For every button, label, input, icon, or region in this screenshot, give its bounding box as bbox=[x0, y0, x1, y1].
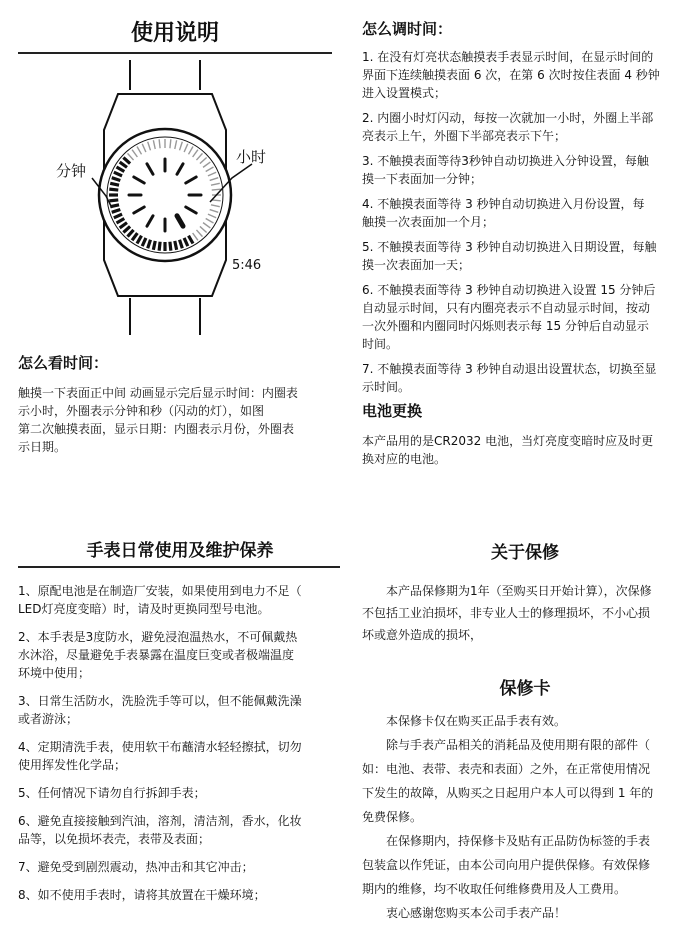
battery-line: 本产品用的是CR2032 电池，当灯亮度变暗时应及时更 bbox=[362, 434, 654, 448]
minute-led bbox=[110, 183, 119, 185]
care-item bbox=[18, 812, 340, 848]
set-time-step bbox=[362, 48, 688, 102]
read-time-line: 第二次触摸表面，显示日期：内圈表示月份，外圈表 bbox=[18, 422, 295, 436]
watch-face bbox=[107, 137, 223, 253]
care-item bbox=[18, 738, 340, 774]
care-item bbox=[18, 628, 340, 682]
card-line: 如：电池、表带、表壳和表面）之外，在正常使用情况 bbox=[362, 762, 651, 776]
set-time-step bbox=[362, 238, 688, 274]
read-time-title: 怎么看时间： bbox=[18, 354, 109, 372]
care-line: 水沐浴，尽量避免手表暴露在温度巨变或者极端温度 bbox=[18, 648, 295, 662]
minute-led bbox=[109, 189, 118, 190]
watch-band-bottom bbox=[130, 298, 200, 335]
step-line: 摸一次表面加一天； bbox=[362, 258, 471, 272]
care-line: 品等，以免损坏表壳，表带及表面； bbox=[18, 832, 211, 846]
minute-led bbox=[109, 200, 118, 201]
card-line: 本保修卡仅在购买正品手表有效。 bbox=[386, 714, 567, 728]
time-readout: 5:46 bbox=[232, 258, 262, 273]
care-line: LED灯亮度变暗）时，请及时更换同型号电池。 bbox=[18, 602, 270, 616]
step-line: 示时间。 bbox=[362, 380, 411, 394]
care-item bbox=[18, 858, 340, 876]
set-time-steps bbox=[362, 48, 688, 403]
care-line: 6、避免直接接触到汽油，溶剂，清洁剂，香水，化妆 bbox=[18, 814, 302, 828]
read-time-body bbox=[18, 384, 336, 456]
read-time-line: 示小时，外圈表示分钟和秒（闪动的灯），如图 bbox=[18, 404, 265, 418]
warranty-line: 坏或意外造成的损坏， bbox=[362, 628, 483, 642]
care-line: 5、任何情况下请勿自行拆卸手表； bbox=[18, 786, 206, 800]
care-line: 使用挥发性化学品； bbox=[18, 758, 127, 772]
watch-illustration bbox=[0, 60, 350, 340]
step-line: 6. 不触摸表面等待 3 秒钟自动切换进入设置 15 分钟后 bbox=[362, 283, 656, 297]
step-line: 触摸一次表面加一个月； bbox=[362, 215, 495, 229]
battery-title: 电池更换 bbox=[362, 402, 423, 420]
usage-title-rule bbox=[18, 52, 332, 54]
care-line: 7、避免受到剧烈震动，热冲击和其它冲击； bbox=[18, 860, 254, 874]
set-time-step bbox=[362, 152, 688, 188]
warranty-line: 不包括工业泊损坏，非专业人士的修理损坏，不小心损 bbox=[362, 606, 651, 620]
care-title-rule bbox=[18, 566, 340, 568]
hour-label: 小时 bbox=[236, 148, 267, 166]
minute-led bbox=[170, 242, 171, 251]
minute-label: 分钟 bbox=[56, 162, 87, 180]
step-line: 4. 不触摸表面等待 3 秒钟自动切换进入月份设置，每 bbox=[362, 197, 645, 211]
step-line: 界面下连续触摸表面 6 次，在第 6 次时按住表面 4 秒钟 bbox=[362, 68, 660, 82]
step-line: 摸一下表面加一分钟； bbox=[362, 172, 483, 186]
minute-led bbox=[175, 241, 177, 250]
step-line: 一次外圈和内圈同时闪烁则表示每 15 分钟后自动显示 bbox=[362, 319, 649, 333]
warranty-title: 关于保修 bbox=[491, 543, 559, 563]
step-line: 5. 不触摸表面等待 3 秒钟自动切换进入日期设置，每触 bbox=[362, 240, 657, 254]
set-time-step bbox=[362, 360, 688, 396]
care-item bbox=[18, 886, 340, 904]
set-time-step bbox=[362, 109, 688, 145]
warranty-card-title: 保修卡 bbox=[499, 679, 551, 699]
card-line: 期内的维修，均不收取任何维修费用及人工费用。 bbox=[362, 882, 627, 896]
care-line: 3、日常生活防水，洗脸洗手等可以，但不能佩戴洗澡 bbox=[18, 694, 302, 708]
battery-body bbox=[362, 432, 688, 468]
care-line: 2、本手表是3度防水，避免浸泡温热水，不可佩戴热 bbox=[18, 630, 298, 644]
set-time-step bbox=[362, 195, 688, 231]
card-line: 衷心感谢您购买本公司手表产品！ bbox=[386, 906, 567, 920]
minute-led bbox=[170, 139, 171, 148]
care-item bbox=[18, 784, 340, 802]
minute-led bbox=[212, 189, 221, 190]
minute-led bbox=[212, 200, 221, 201]
step-line: 2. 内圈小时灯闪动，每按一次就加一小时，外圈上半部 bbox=[362, 111, 654, 125]
battery-line: 换对应的电池。 bbox=[362, 452, 447, 466]
step-line: 时间。 bbox=[362, 337, 399, 351]
card-line: 免费保修。 bbox=[362, 810, 423, 824]
read-time-line: 示日期。 bbox=[18, 440, 67, 454]
care-line: 1、原配电池是在制造厂安装，如果使用到电力不足（ bbox=[18, 584, 302, 598]
care-line: 环境中使用； bbox=[18, 666, 91, 680]
usage-title: 使用说明 bbox=[130, 21, 219, 46]
minute-led bbox=[159, 242, 160, 251]
care-title: 手表日常使用及维护保养 bbox=[86, 541, 274, 561]
set-time-step bbox=[362, 281, 688, 353]
read-time-line: 触摸一下表面正中间 动画显示完后显示时间：内圈表 bbox=[18, 386, 298, 400]
care-item bbox=[18, 582, 340, 618]
care-line: 8、如不使用手表时，请将其放置在干燥环境； bbox=[18, 888, 266, 902]
minute-led bbox=[153, 241, 155, 250]
warranty-line: 本产品保修期为1年（至购买日开始计算），次保修 bbox=[386, 584, 652, 598]
step-line: 进入设置模式； bbox=[362, 86, 447, 100]
step-line: 1. 在没有灯亮状态触摸表手表显示时间，在显示时间的 bbox=[362, 50, 654, 64]
card-line: 下发生的故障，从购买之日起用户本人可以得到 1 年的 bbox=[362, 786, 654, 800]
care-items bbox=[18, 582, 340, 914]
minute-led bbox=[159, 139, 160, 148]
watch-band-top bbox=[130, 60, 200, 90]
step-line: 自动显示时间，只有内圈亮表示不自动显示时间，按动 bbox=[362, 301, 651, 315]
set-time-title: 怎么调时间： bbox=[362, 20, 453, 38]
card-line: 包装盒以作凭证，由本公司向用户提供保修。有效保修 bbox=[362, 858, 651, 872]
step-line: 亮表示上午，外圈下半部亮表示下午； bbox=[362, 129, 567, 143]
care-item bbox=[18, 692, 340, 728]
card-line: 在保修期内，持保修卡及贴有正品防伪标签的手表 bbox=[386, 834, 651, 848]
step-line: 3. 不触摸表面等待3秒钟自动切换进入分钟设置，每触 bbox=[362, 154, 649, 168]
card-line: 除与手表产品相关的消耗品及使用期有限的部件（ bbox=[386, 738, 651, 752]
care-line: 4、定期清洗手表，使用软干布蘸清水轻轻擦拭，切勿 bbox=[18, 740, 302, 754]
warranty-card-body bbox=[362, 712, 688, 928]
care-line: 或者游泳； bbox=[18, 712, 79, 726]
warranty-body bbox=[362, 582, 688, 644]
step-line: 7. 不触摸表面等待 3 秒钟自动退出设置状态，切换至显 bbox=[362, 362, 657, 376]
